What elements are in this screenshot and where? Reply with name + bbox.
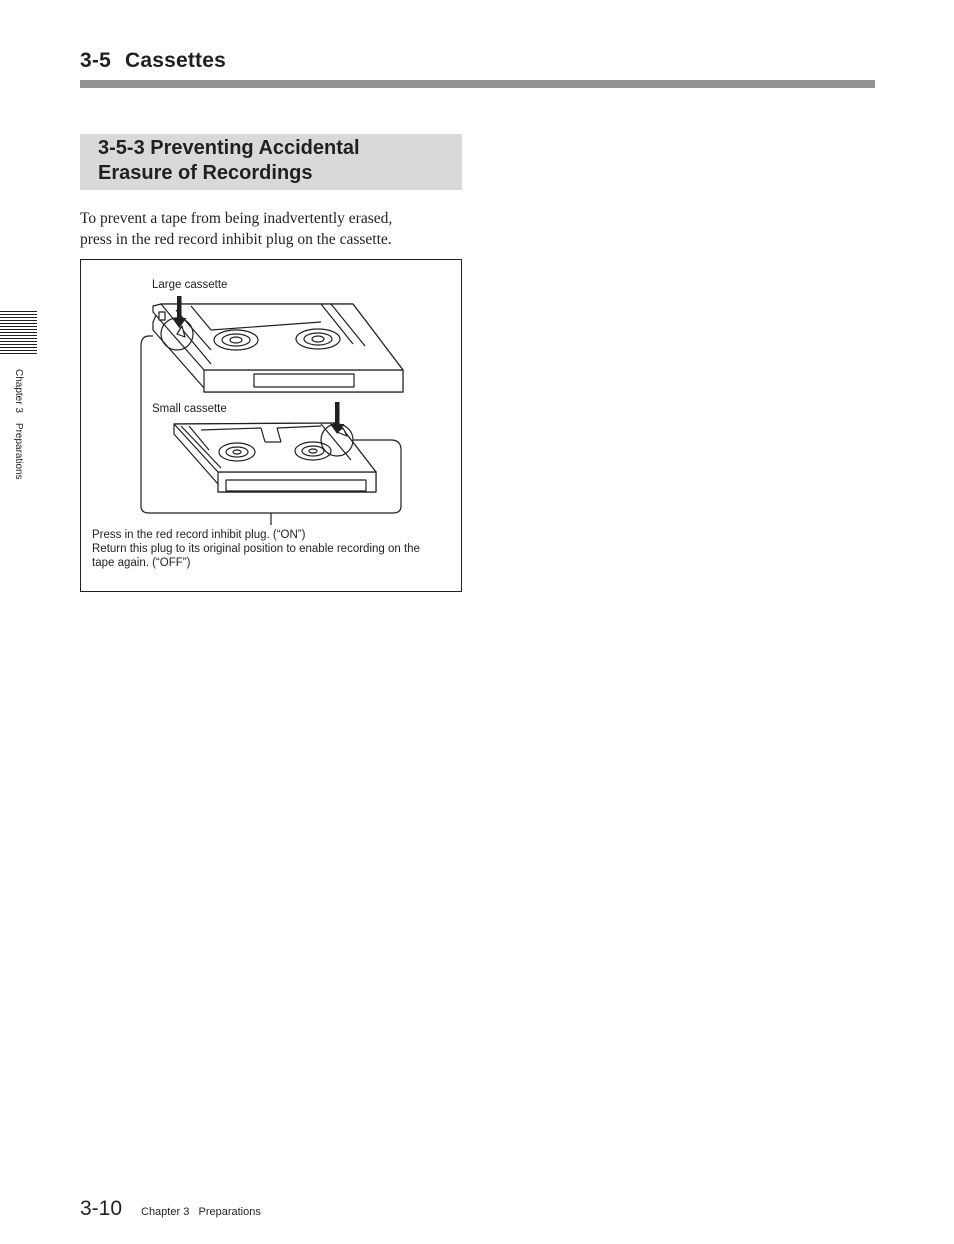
small-cassette xyxy=(174,423,376,492)
body-line-2: press in the red record inhibit plug on the cassette. xyxy=(80,231,392,248)
section-number: 3-5 xyxy=(80,49,111,72)
caption-line-3: tape again. (“OFF”) xyxy=(92,557,191,569)
side-chapter-name: Preparations xyxy=(13,422,24,480)
large-cassette-label: Large cassette xyxy=(152,279,228,291)
body-line-1: To prevent a tape from being inadvertently erased, xyxy=(80,210,393,227)
large-cassette xyxy=(153,304,403,392)
subsection-title-line2: Erasure of Recordings xyxy=(98,162,313,184)
subsection-number: 3-5-3 xyxy=(98,137,145,159)
caption-line-1: Press in the red record inhibit plug. (“ON”) xyxy=(92,529,306,541)
subsection-title-line1: Preventing Accidental xyxy=(150,137,360,159)
subsection-header xyxy=(80,134,462,190)
figure-caption xyxy=(92,528,457,570)
section-title xyxy=(80,49,226,73)
section-title-text: Cassettes xyxy=(124,49,226,72)
side-chapter-number: Chapter 3 xyxy=(13,369,24,413)
subsection-title xyxy=(98,136,458,186)
caption-line-2: Return this plug to its original position to enable recording on the xyxy=(92,543,420,555)
chapter-thumb-tab xyxy=(0,311,37,355)
footer-chapter-label: Chapter 3 Preparations xyxy=(141,1206,261,1218)
side-chapter-label xyxy=(13,369,24,480)
small-cassette-label: Small cassette xyxy=(152,403,227,415)
section-rule xyxy=(80,80,875,88)
page-number: 3-10 xyxy=(80,1197,123,1220)
body-paragraph xyxy=(80,208,465,250)
cassette-figure xyxy=(80,259,462,592)
